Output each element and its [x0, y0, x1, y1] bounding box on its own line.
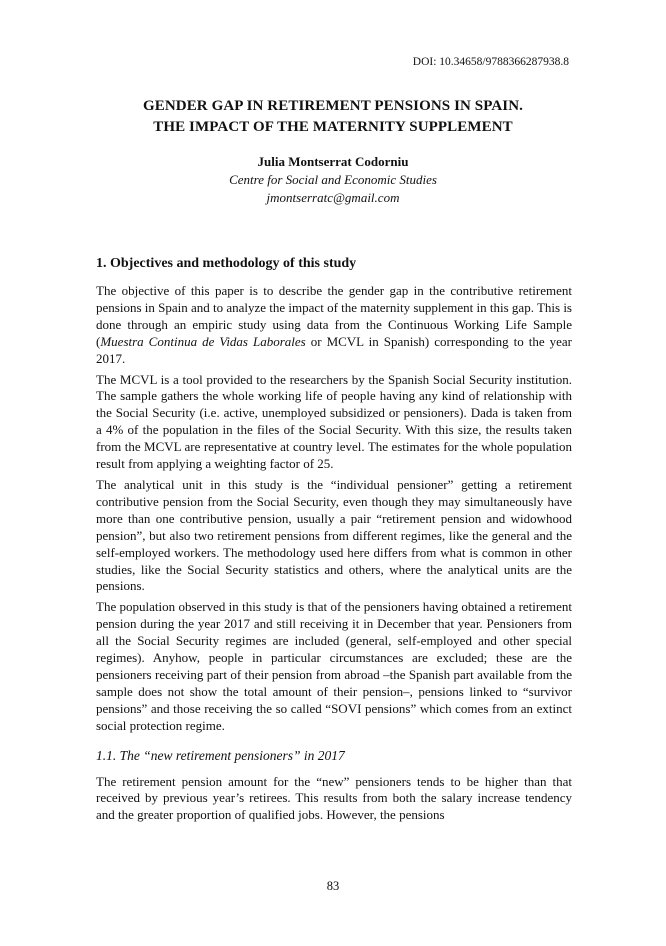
body-text — [96, 255, 572, 824]
author-affiliation: Centre for Social and Economic Studies — [229, 172, 437, 187]
paragraph-analytical-unit: The analytical unit in this study is the “individual pensioner” getting a retirement contributive pension from the Social Security, even though they may simultaneously have more than one contributive pension, usually a pair “retirement pension and widowhood pension”, but also two retirement pensions from different regimes, like the general and the self-employed workers. The methodology used here differs from what is common in other studies, like the Social Security statistics and others, where the analytical units are the pensions. — [96, 476, 572, 594]
mcvl-spanish-name: Muestra Continua de Vidas Laborales — [100, 333, 306, 349]
paragraph-objective-part-1: The objective of this paper is to describe the gender gap in the contributive retirement pensions in Spain and to analyze the impact of the maternity supplement in this gap. This is done through an empiric study using data from the Continuous Working Life Sample ( — [96, 283, 572, 349]
subsection-heading: 1.1. The “new retirement pensioners” in 2017 — [96, 747, 345, 763]
paragraph-population: The population observed in this study is that of the pensioners having obtained a retirement pension during the year 2017 and still receiving it in December that year. Pensioners from all the Social Security regimes are included (general, self-employed and other special regimes). Anyhow, people in particular circumstances are excluded; these are the pensioners receiving part of their pension from abroad –the Spanish part available from the sample does not show the total amount of their pension–, pensions linked to “survivor pensions” and those receiving the so called “SOVI pensions” which comes from an extinct social protection regime. — [96, 599, 572, 733]
doi: DOI: 10.34658/9788366287938.8 — [412, 56, 569, 68]
paragraph-new-pensioners: The retirement pension amount for the “new” pensioners tends to be higher than that received by previous year’s retirees. This results from both the salary increase tendency and the greater proportion of qualified jobs. However, the pensions — [96, 773, 572, 823]
page-number: 83 — [326, 879, 340, 893]
author-block — [60, 153, 606, 207]
title-line-2: THE IMPACT OF THE MATERNITY SUPPLEMENT — [153, 119, 513, 135]
author-email[interactable]: jmontserratc@gmail.com — [266, 190, 400, 205]
author-name: Julia Montserrat Codorniu — [257, 154, 409, 169]
paragraph-objective-part-2: or MCVL in Spanish) corresponding to the year 2017. — [96, 333, 573, 366]
paragraph-objective — [96, 283, 572, 368]
paragraph-mcvl: The MCVL is a tool provided to the researchers by the Spanish Social Security institution. The sample gathers the whole working life of people having any kind of relationship with the Social Security (i.e. active, unemployed subsidized or pensioners). Dada is taken from a 4% of the population in the files of the Social Security. With this size, the results taken from the MCVL are representative at country level. The estimates for the whole population result from applying a weighting factor of 25. — [96, 371, 572, 472]
section-heading: 1. Objectives and methodology of this study — [96, 256, 357, 271]
title-line-1: GENDER GAP IN RETIREMENT PENSIONS IN SPAIN. — [142, 98, 524, 114]
paper-title — [60, 96, 606, 138]
